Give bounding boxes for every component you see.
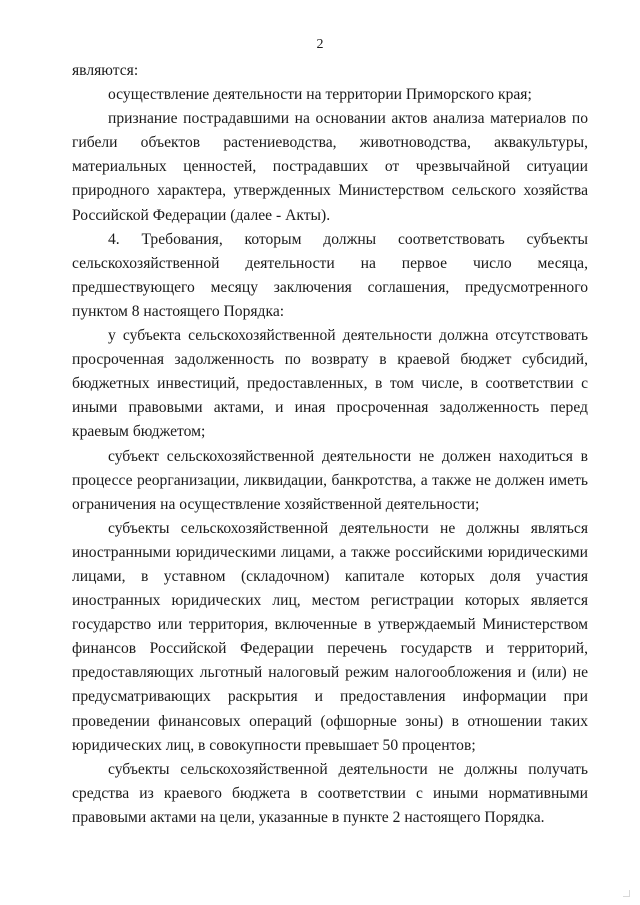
paragraph-no-reorganization: субъект сельскохозяйственной деятельности не должен находиться в процессе реорганизации, ликвидации, банкротства, а также не должен иметь ограничения на осуществление хозяйственной деятельности; (72, 447, 588, 513)
paragraph-continuation: являются: (72, 62, 139, 79)
scan-corner-mark (623, 890, 630, 897)
paragraph-no-other-funding: субъекты сельскохозяйственной деятельности не должны получать средства из краевого бюджета в соответствии с иными нормативными правовыми актами на цели, указанные в пункте 2 настоящего Порядка. (72, 760, 588, 826)
paragraph-no-debt: у субъекта сельскохозяйственной деятельности должна отсутствовать просроченная задолженность по возврату в краевой бюджет субсидий, бюджетных инвестиций, предоставленных, в том числе, в соответствии с иными правовыми актами, и иная просроченная задолженность перед краевым бюджетом; (72, 327, 588, 441)
paragraph-victim-recognition: признание пострадавшими на основании актов анализа материалов по гибели объектов растениеводства, животноводства, аквакультуры, материальных ценностей, пострадавших от чрезвычайной ситуации природного характера, утвержденных Министерством сельского хозяйства Российской Федерации (далее - Акты). (72, 110, 588, 224)
paragraph-section-4-requirements: 4. Требования, которым должны соответствовать субъекты сельскохозяйственной деятельности на первое число месяца, предшествующего месяцу заключения соглашения, предусмотренного пунктом 8 настоящего Порядка: (72, 230, 588, 320)
document-body (72, 59, 588, 830)
paragraph-no-foreign-entities: субъекты сельскохозяйственной деятельности не должны являться иностранными юридическими лицами, а также российскими юридическими лицами, в уставном (складочном) капитале которых доля участия иностранных юридических лиц, местом регистрации которых является государство или территория, включенные в утверждаемый Министерством финансов Российской Федерации перечень государств и территорий, предоставляющих льготный налоговый режим налогообложения и (или) не предусматривающих раскрытия и предоставления информации при проведении финансовых операций (офшорные зоны) в отношении таких юридических лиц, в совокупности превышает 50 процентов; (72, 519, 588, 754)
paragraph-territory-condition: осуществление деятельности на территории Приморского края; (108, 86, 532, 104)
page-number: 2 (316, 37, 324, 52)
